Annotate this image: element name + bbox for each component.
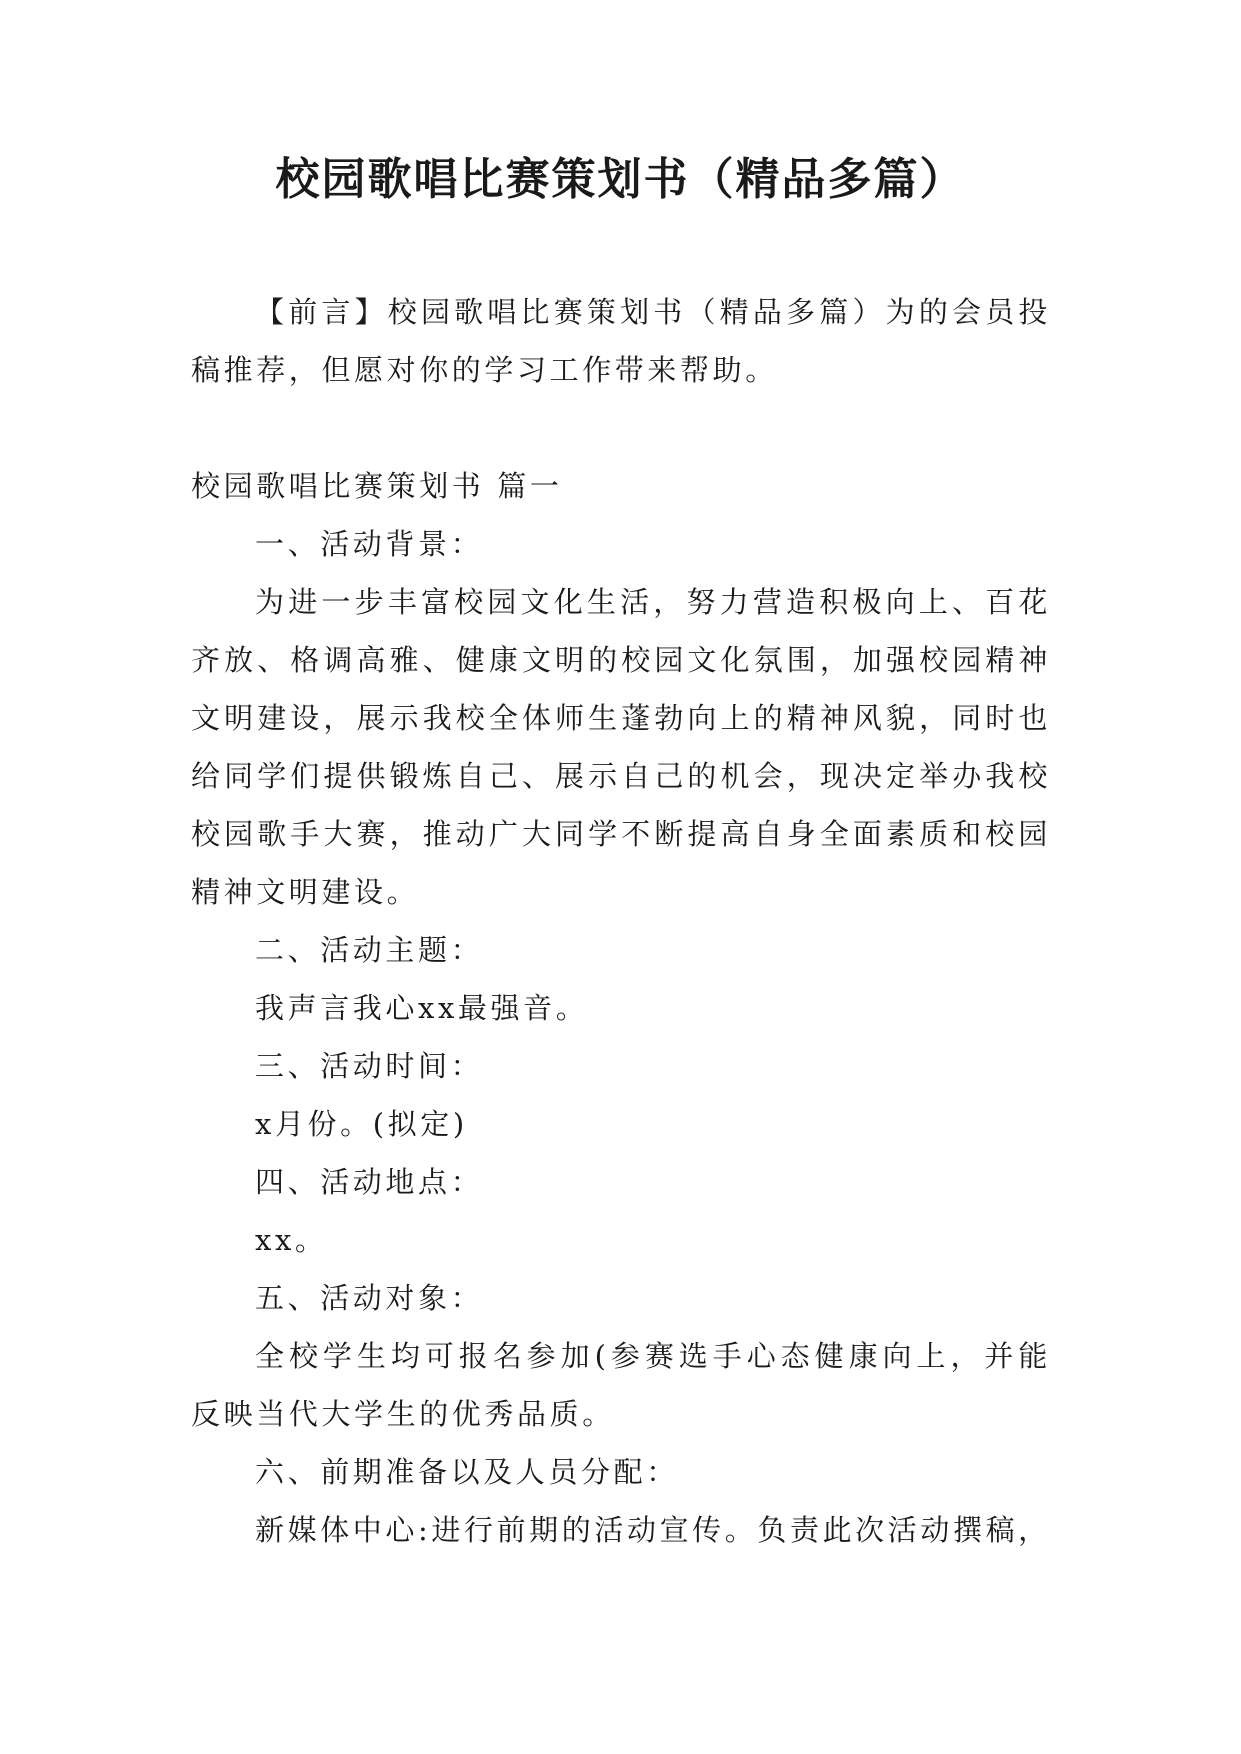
heading-preparation: 六、前期准备以及人员分配：: [255, 1455, 679, 1489]
heading-background: 一、活动背景：: [255, 527, 484, 561]
paragraph-location: xx。: [255, 1223, 328, 1257]
paragraph-preparation: 新媒体中心:进行前期的活动宣传。负责此次活动撰稿，: [255, 1513, 1051, 1547]
paragraph-time: x月份。(拟定): [255, 1107, 468, 1141]
heading-time: 三、活动时间：: [255, 1049, 484, 1083]
document-title: 校园歌唱比赛策划书（精品多篇）: [275, 154, 966, 205]
paragraph-background: 为进一步丰富校园文化生活，努力营造积极向上、百花齐放、格调高雅、健康文明的校园文化氛围，加强校园精神文明建设，展示我校全体师生蓬勃向上的精神风貌，同时也给同学们提供锻炼自己、展示自己的机会，现决定举办我校校园歌手大赛，推动广大同学不断提高自身全面素质和校园精神文明建设。: [191, 585, 1051, 909]
paragraph-theme: 我声言我心xx最强音。: [255, 991, 589, 1025]
heading-participants: 五、活动对象：: [255, 1281, 484, 1315]
heading-location: 四、活动地点：: [255, 1165, 484, 1199]
document-body: [191, 283, 1051, 1559]
paragraph-participants: 全校学生均可报名参加(参赛选手心态健康向上，并能反映当代大学生的优秀品质。: [191, 1339, 1051, 1431]
section-heading: 校园歌唱比赛策划书 篇一: [191, 469, 563, 503]
heading-theme: 二、活动主题：: [255, 933, 484, 967]
preface-paragraph: 【前言】校园歌唱比赛策划书（精品多篇）为的会员投稿推荐，但愿对你的学习工作带来帮助。: [191, 295, 1051, 387]
